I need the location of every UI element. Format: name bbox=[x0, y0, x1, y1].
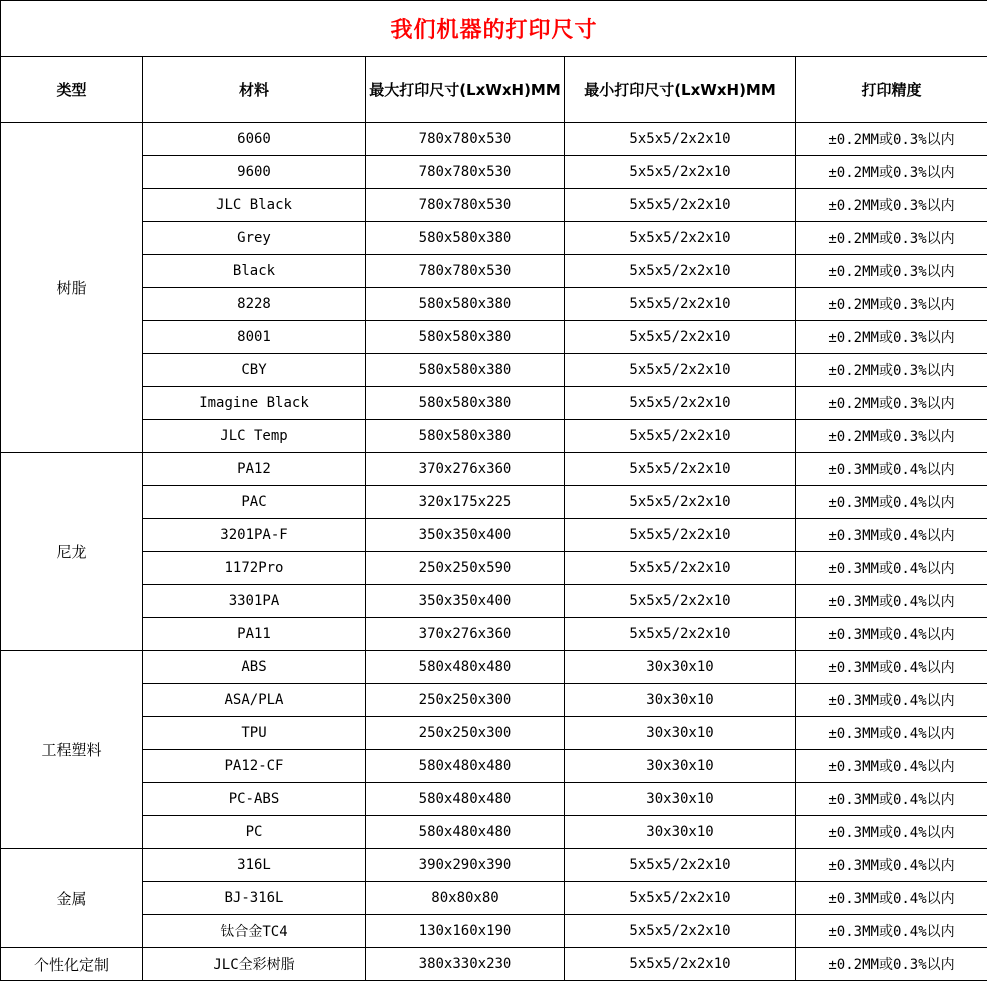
min-size-cell: 5x5x5/2x2x10 bbox=[565, 354, 796, 387]
min-size-cell: 5x5x5/2x2x10 bbox=[565, 222, 796, 255]
max-size-cell: 370x276x360 bbox=[366, 453, 565, 486]
table-row bbox=[1, 651, 987, 684]
max-size-cell: 780x780x530 bbox=[366, 189, 565, 222]
material-cell: 3201PA-F bbox=[143, 519, 366, 552]
max-size-cell: 250x250x300 bbox=[366, 717, 565, 750]
min-size-cell: 30x30x10 bbox=[565, 750, 796, 783]
table-row bbox=[1, 915, 987, 948]
table-row bbox=[1, 420, 987, 453]
table-body bbox=[1, 123, 987, 981]
material-cell: ASA/PLA bbox=[143, 684, 366, 717]
material-cell: CBY bbox=[143, 354, 366, 387]
material-cell: 钛合金TC4 bbox=[143, 915, 366, 948]
table-row bbox=[1, 816, 987, 849]
min-size-cell: 5x5x5/2x2x10 bbox=[565, 486, 796, 519]
max-size-cell: 320x175x225 bbox=[366, 486, 565, 519]
min-size-cell: 30x30x10 bbox=[565, 783, 796, 816]
material-cell: PAC bbox=[143, 486, 366, 519]
precision-cell: ±0.3MM或0.4%以内 bbox=[796, 453, 987, 486]
max-size-cell: 390x290x390 bbox=[366, 849, 565, 882]
min-size-cell: 30x30x10 bbox=[565, 717, 796, 750]
max-size-cell: 780x780x530 bbox=[366, 255, 565, 288]
material-cell: 8001 bbox=[143, 321, 366, 354]
title-row bbox=[1, 1, 987, 57]
min-size-cell: 5x5x5/2x2x10 bbox=[565, 189, 796, 222]
min-size-cell: 5x5x5/2x2x10 bbox=[565, 255, 796, 288]
material-cell: Black bbox=[143, 255, 366, 288]
max-size-cell: 580x580x380 bbox=[366, 387, 565, 420]
material-cell: 8228 bbox=[143, 288, 366, 321]
material-cell: PA12-CF bbox=[143, 750, 366, 783]
precision-cell: ±0.3MM或0.4%以内 bbox=[796, 486, 987, 519]
precision-cell: ±0.3MM或0.4%以内 bbox=[796, 618, 987, 651]
min-size-cell: 5x5x5/2x2x10 bbox=[565, 156, 796, 189]
table-row bbox=[1, 783, 987, 816]
min-size-cell: 5x5x5/2x2x10 bbox=[565, 552, 796, 585]
header-max-size: 最大打印尺寸(LxWxH)MM bbox=[366, 57, 565, 123]
precision-cell: ±0.3MM或0.4%以内 bbox=[796, 849, 987, 882]
precision-cell: ±0.2MM或0.3%以内 bbox=[796, 354, 987, 387]
precision-cell: ±0.2MM或0.3%以内 bbox=[796, 387, 987, 420]
min-size-cell: 5x5x5/2x2x10 bbox=[565, 948, 796, 981]
material-cell: JLC Temp bbox=[143, 420, 366, 453]
precision-cell: ±0.2MM或0.3%以内 bbox=[796, 420, 987, 453]
min-size-cell: 5x5x5/2x2x10 bbox=[565, 618, 796, 651]
min-size-cell: 30x30x10 bbox=[565, 651, 796, 684]
precision-cell: ±0.2MM或0.3%以内 bbox=[796, 255, 987, 288]
max-size-cell: 350x350x400 bbox=[366, 585, 565, 618]
table-row bbox=[1, 618, 987, 651]
precision-cell: ±0.3MM或0.4%以内 bbox=[796, 750, 987, 783]
table-row bbox=[1, 156, 987, 189]
max-size-cell: 80x80x80 bbox=[366, 882, 565, 915]
material-cell: PC-ABS bbox=[143, 783, 366, 816]
table-row bbox=[1, 684, 987, 717]
table-row bbox=[1, 849, 987, 882]
material-cell: PA12 bbox=[143, 453, 366, 486]
type-cell: 个性化定制 bbox=[1, 948, 143, 981]
max-size-cell: 250x250x590 bbox=[366, 552, 565, 585]
precision-cell: ±0.2MM或0.3%以内 bbox=[796, 156, 987, 189]
table-row bbox=[1, 486, 987, 519]
table-row bbox=[1, 552, 987, 585]
max-size-cell: 580x480x480 bbox=[366, 816, 565, 849]
material-cell: 316L bbox=[143, 849, 366, 882]
min-size-cell: 30x30x10 bbox=[565, 684, 796, 717]
header-min-size: 最小打印尺寸(LxWxH)MM bbox=[565, 57, 796, 123]
max-size-cell: 580x480x480 bbox=[366, 783, 565, 816]
precision-cell: ±0.3MM或0.4%以内 bbox=[796, 684, 987, 717]
material-cell: BJ-316L bbox=[143, 882, 366, 915]
min-size-cell: 5x5x5/2x2x10 bbox=[565, 519, 796, 552]
table-row bbox=[1, 123, 987, 156]
min-size-cell: 5x5x5/2x2x10 bbox=[565, 849, 796, 882]
max-size-cell: 580x580x380 bbox=[366, 420, 565, 453]
min-size-cell: 5x5x5/2x2x10 bbox=[565, 882, 796, 915]
table-row bbox=[1, 387, 987, 420]
max-size-cell: 380x330x230 bbox=[366, 948, 565, 981]
material-cell: JLC全彩树脂 bbox=[143, 948, 366, 981]
precision-cell: ±0.2MM或0.3%以内 bbox=[796, 321, 987, 354]
table-row bbox=[1, 717, 987, 750]
precision-cell: ±0.3MM或0.4%以内 bbox=[796, 552, 987, 585]
max-size-cell: 780x780x530 bbox=[366, 123, 565, 156]
min-size-cell: 30x30x10 bbox=[565, 816, 796, 849]
table-row bbox=[1, 750, 987, 783]
header-row bbox=[1, 57, 987, 123]
precision-cell: ±0.3MM或0.4%以内 bbox=[796, 585, 987, 618]
table-row bbox=[1, 255, 987, 288]
material-cell: TPU bbox=[143, 717, 366, 750]
precision-cell: ±0.2MM或0.3%以内 bbox=[796, 288, 987, 321]
precision-cell: ±0.3MM或0.4%以内 bbox=[796, 882, 987, 915]
precision-cell: ±0.3MM或0.4%以内 bbox=[796, 816, 987, 849]
type-cell: 尼龙 bbox=[1, 453, 143, 651]
material-cell: Imagine Black bbox=[143, 387, 366, 420]
material-cell: PA11 bbox=[143, 618, 366, 651]
precision-cell: ±0.3MM或0.4%以内 bbox=[796, 783, 987, 816]
precision-cell: ±0.3MM或0.4%以内 bbox=[796, 915, 987, 948]
min-size-cell: 5x5x5/2x2x10 bbox=[565, 123, 796, 156]
max-size-cell: 250x250x300 bbox=[366, 684, 565, 717]
precision-cell: ±0.2MM或0.3%以内 bbox=[796, 222, 987, 255]
max-size-cell: 580x480x480 bbox=[366, 750, 565, 783]
max-size-cell: 350x350x400 bbox=[366, 519, 565, 552]
max-size-cell: 370x276x360 bbox=[366, 618, 565, 651]
material-cell: PC bbox=[143, 816, 366, 849]
max-size-cell: 130x160x190 bbox=[366, 915, 565, 948]
table-row bbox=[1, 948, 987, 981]
table-row bbox=[1, 453, 987, 486]
type-cell: 工程塑料 bbox=[1, 651, 143, 849]
precision-cell: ±0.3MM或0.4%以内 bbox=[796, 651, 987, 684]
table-row bbox=[1, 321, 987, 354]
precision-cell: ±0.2MM或0.3%以内 bbox=[796, 189, 987, 222]
header-precision: 打印精度 bbox=[796, 57, 987, 123]
table-row bbox=[1, 519, 987, 552]
max-size-cell: 580x580x380 bbox=[366, 288, 565, 321]
table-row bbox=[1, 585, 987, 618]
type-cell: 树脂 bbox=[1, 123, 143, 453]
material-cell: 6060 bbox=[143, 123, 366, 156]
table-row bbox=[1, 882, 987, 915]
max-size-cell: 580x580x380 bbox=[366, 321, 565, 354]
min-size-cell: 5x5x5/2x2x10 bbox=[565, 321, 796, 354]
min-size-cell: 5x5x5/2x2x10 bbox=[565, 915, 796, 948]
table-row bbox=[1, 354, 987, 387]
material-cell: JLC Black bbox=[143, 189, 366, 222]
min-size-cell: 5x5x5/2x2x10 bbox=[565, 585, 796, 618]
min-size-cell: 5x5x5/2x2x10 bbox=[565, 420, 796, 453]
material-cell: 1172Pro bbox=[143, 552, 366, 585]
max-size-cell: 580x580x380 bbox=[366, 222, 565, 255]
table-row bbox=[1, 288, 987, 321]
material-cell: 3301PA bbox=[143, 585, 366, 618]
material-cell: ABS bbox=[143, 651, 366, 684]
max-size-cell: 780x780x530 bbox=[366, 156, 565, 189]
table-row bbox=[1, 189, 987, 222]
material-cell: Grey bbox=[143, 222, 366, 255]
min-size-cell: 5x5x5/2x2x10 bbox=[565, 453, 796, 486]
precision-cell: ±0.2MM或0.3%以内 bbox=[796, 123, 987, 156]
precision-cell: ±0.2MM或0.3%以内 bbox=[796, 948, 987, 981]
max-size-cell: 580x480x480 bbox=[366, 651, 565, 684]
header-type: 类型 bbox=[1, 57, 143, 123]
material-cell: 9600 bbox=[143, 156, 366, 189]
min-size-cell: 5x5x5/2x2x10 bbox=[565, 387, 796, 420]
max-size-cell: 580x580x380 bbox=[366, 354, 565, 387]
table-row bbox=[1, 222, 987, 255]
header-material: 材料 bbox=[143, 57, 366, 123]
precision-cell: ±0.3MM或0.4%以内 bbox=[796, 717, 987, 750]
type-cell: 金属 bbox=[1, 849, 143, 948]
precision-cell: ±0.3MM或0.4%以内 bbox=[796, 519, 987, 552]
min-size-cell: 5x5x5/2x2x10 bbox=[565, 288, 796, 321]
table-title: 我们机器的打印尺寸 bbox=[1, 1, 987, 57]
